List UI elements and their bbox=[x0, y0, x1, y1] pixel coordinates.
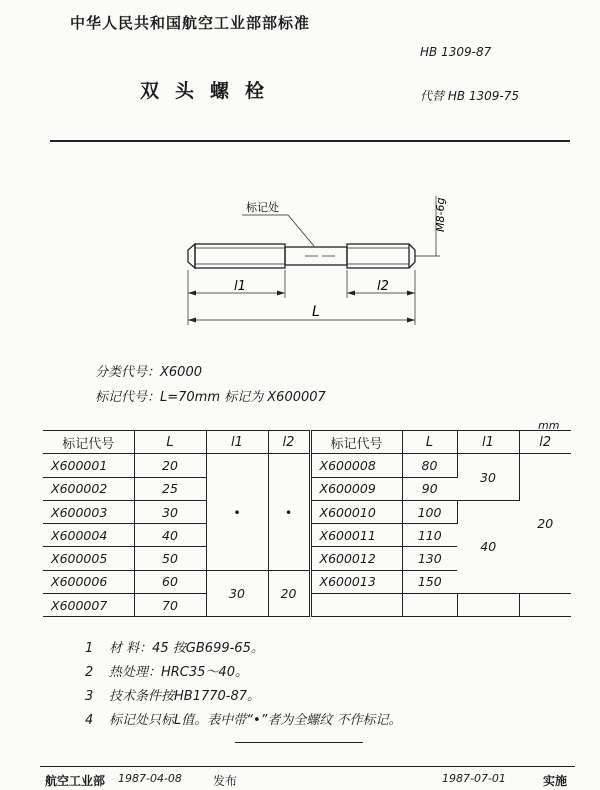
end-rule bbox=[235, 742, 363, 743]
standard-number: HB 1309-87 bbox=[420, 45, 492, 59]
replaces-standard: 代替 HB 1309-75 bbox=[420, 89, 520, 103]
cell-code: X600010 bbox=[310, 500, 402, 523]
cell-l1-full-thread: • bbox=[206, 454, 268, 570]
table-row bbox=[43, 454, 571, 477]
right-thread-body bbox=[347, 244, 409, 268]
dim-L-label: L bbox=[312, 304, 320, 320]
cell-l2-full-thread: • bbox=[268, 454, 310, 570]
note-3: 3 技术条件按HB1770-87。 bbox=[85, 689, 261, 704]
left-chamfer bbox=[188, 244, 195, 268]
cell-code: X600005 bbox=[43, 547, 134, 570]
header-l1: l1 bbox=[206, 431, 268, 454]
cell-L: 150 bbox=[402, 570, 457, 593]
cell-code: X600003 bbox=[43, 500, 134, 523]
header-code-2: 标记代号 bbox=[310, 431, 402, 454]
issue-label: 发布 bbox=[213, 774, 238, 788]
dimension-table bbox=[43, 430, 571, 617]
cell-empty bbox=[457, 594, 519, 617]
cell-L: 50 bbox=[134, 547, 206, 570]
mark-code-example: 标记代号：L=70mm 标记为 X600007 bbox=[95, 390, 326, 405]
header-code: 标记代号 bbox=[43, 431, 134, 454]
header-L-2: L bbox=[402, 431, 457, 454]
cell-L: 100 bbox=[402, 500, 457, 523]
cell-code: X600012 bbox=[310, 547, 402, 570]
cell-L: 40 bbox=[134, 524, 206, 547]
cell-L: 30 bbox=[134, 500, 206, 523]
implementation-label: 实施 bbox=[543, 774, 568, 788]
cell-L: 90 bbox=[402, 477, 457, 500]
cell-l2: 20 bbox=[268, 570, 310, 617]
cell-empty bbox=[310, 594, 402, 617]
classification-code: 分类代号：X6000 bbox=[95, 365, 202, 380]
cell-L: 25 bbox=[134, 477, 206, 500]
cell-code: X600001 bbox=[43, 454, 134, 477]
cell-l1: 30 bbox=[457, 454, 519, 501]
footer-rule bbox=[40, 766, 575, 767]
issue-date: 1987-04-08 bbox=[118, 772, 182, 785]
note-2: 2 热处理：HRC35～40。 bbox=[85, 665, 248, 680]
left-thread-body bbox=[195, 244, 285, 268]
cell-code: X600011 bbox=[310, 524, 402, 547]
implementation-date: 1987-07-01 bbox=[442, 772, 506, 785]
dim-l2-label: l2 bbox=[377, 279, 389, 294]
note-4: 4 标记处只标L值。表中带“•”者为全螺纹 不作标记。 bbox=[85, 713, 402, 728]
note-1: 1 材 料：45 按GB699-65。 bbox=[85, 641, 264, 656]
right-chamfer bbox=[409, 244, 415, 268]
dim-l1-label: l1 bbox=[234, 279, 246, 294]
thread-spec-label: M8-6g bbox=[434, 197, 447, 232]
header-L: L bbox=[134, 431, 206, 454]
cell-L: 20 bbox=[134, 454, 206, 477]
cell-L: 80 bbox=[402, 454, 457, 477]
cell-l2: 20 bbox=[519, 454, 571, 594]
cell-L: 70 bbox=[134, 594, 206, 617]
cell-L: 130 bbox=[402, 547, 457, 570]
cell-code: X600006 bbox=[43, 570, 134, 593]
cell-code: X600008 bbox=[310, 454, 402, 477]
cell-code: X600009 bbox=[310, 477, 402, 500]
cell-L: 60 bbox=[134, 570, 206, 593]
cell-empty bbox=[402, 594, 457, 617]
footer-organization: 航空工业部 bbox=[45, 774, 106, 788]
header-l2-2: l2 bbox=[519, 431, 571, 454]
unit-label: mm bbox=[538, 419, 560, 432]
cell-l1: 40 bbox=[457, 500, 519, 593]
header-l1-2: l1 bbox=[457, 431, 519, 454]
mark-location-label: 标记处 bbox=[246, 201, 279, 214]
cell-code: X600004 bbox=[43, 524, 134, 547]
header-l2: l2 bbox=[268, 431, 310, 454]
cell-L: 110 bbox=[402, 524, 457, 547]
cell-code: X600002 bbox=[43, 477, 134, 500]
stud-bolt-drawing bbox=[0, 0, 600, 360]
table-header-row bbox=[43, 431, 571, 454]
document-title: 双头螺栓 bbox=[140, 80, 281, 102]
cell-code: X600007 bbox=[43, 594, 134, 617]
cell-code: X600013 bbox=[310, 570, 402, 593]
cell-empty bbox=[519, 594, 571, 617]
cell-l1: 30 bbox=[206, 570, 268, 617]
issuing-organization: 中华人民共和国航空工业部部标准 bbox=[70, 14, 311, 32]
